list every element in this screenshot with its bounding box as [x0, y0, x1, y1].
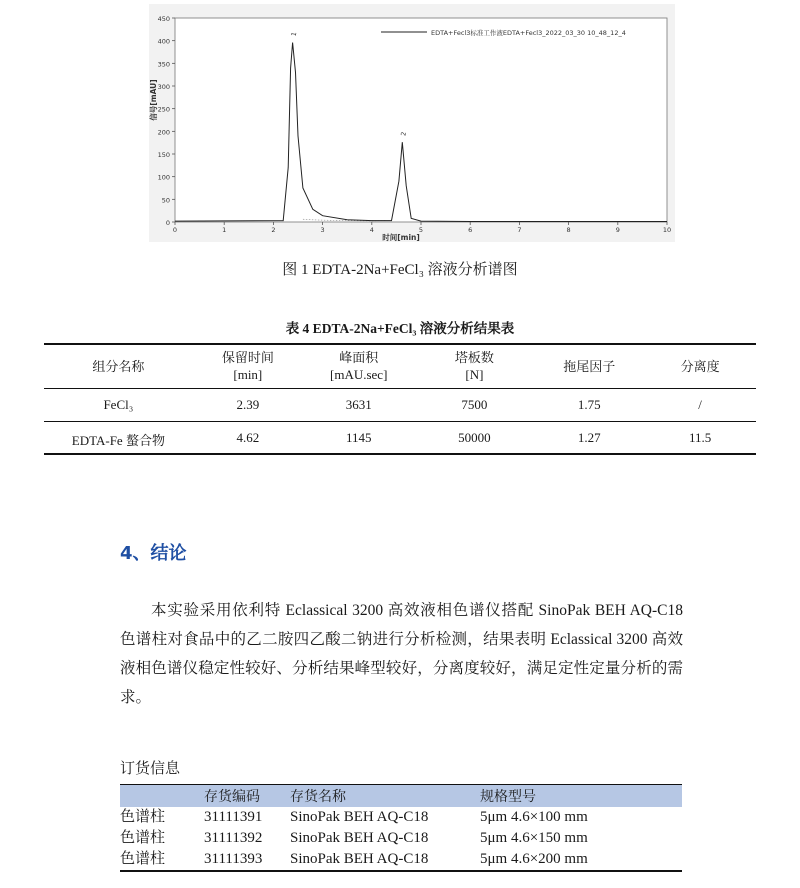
x-tick-label: 4 — [369, 226, 374, 234]
order-cell: 5μm 4.6×100 mm — [480, 809, 588, 825]
x-tick-label: 3 — [320, 226, 325, 234]
table-cell: 1145 — [345, 429, 372, 445]
table-row — [44, 388, 756, 421]
table-cell: 1.75 — [577, 396, 601, 412]
order-info-title: 订货信息 — [120, 761, 181, 777]
peak-label: 2 — [399, 131, 408, 137]
results-header-row — [44, 344, 756, 388]
order-row — [120, 849, 682, 871]
x-tick-label: 6 — [468, 226, 473, 234]
peak-label: 1 — [289, 31, 299, 37]
order-cell: 色谱柱 — [120, 830, 166, 846]
x-tick-label: 7 — [517, 226, 522, 234]
y-tick-label: 100 — [157, 173, 170, 182]
y-tick-label: 50 — [161, 196, 170, 205]
table-cell: / — [698, 396, 702, 412]
y-tick-label: 300 — [157, 83, 170, 91]
table-cell: 50000 — [458, 429, 491, 445]
x-tick-label: 10 — [662, 226, 672, 234]
y-tick-label: 200 — [157, 128, 170, 137]
order-cell: SinoPak BEH AQ-C18 — [290, 851, 429, 867]
header-cell: 组分名称 — [92, 358, 145, 374]
table-cell: 1.27 — [577, 429, 601, 445]
order-row — [120, 807, 682, 828]
table-caption: 表 4 EDTA-2Na+FeCl₃ 溶液分析结果表 — [285, 321, 515, 336]
order-header-cell: 存货编码 — [204, 790, 260, 805]
order-cell: 色谱柱 — [120, 809, 166, 825]
y-tick-label: 250 — [157, 105, 170, 114]
order-table — [120, 784, 682, 872]
table-cell: 3631 — [345, 396, 372, 412]
y-tick-label: 400 — [157, 37, 170, 46]
chromatogram-plot — [149, 4, 675, 242]
header-cell: 塔板数 [N] — [454, 350, 494, 383]
results-table — [44, 343, 756, 455]
x-tick-label: 0 — [172, 226, 178, 234]
order-cell: 5μm 4.6×200 mm — [480, 851, 588, 867]
chromatogram — [149, 4, 675, 242]
x-tick-label: 2 — [271, 226, 276, 234]
order-header-cell: 规格型号 — [480, 790, 536, 805]
table-cell: 4.62 — [236, 429, 260, 445]
conclusion-paragraph: 本实验采用依利特 Eclassical 3200 高效液相色谱仪搭配 SinoPak BEH AQ-C18 色谱柱对食品中的乙二胺四乙酸二钠进行分析检测，结果表明 Eclassical 3200 高效液相色谱仪稳定性较好、分析结果峰型较好，分离度较好，满足定性定量分析的需求。 — [120, 602, 683, 706]
order-cell: 5μm 4.6×150 mm — [480, 830, 588, 846]
x-tick-label: 8 — [566, 226, 571, 234]
y-tick-label: 450 — [157, 15, 170, 23]
table-row — [44, 421, 756, 454]
legend-label: EDTA+Fecl3标准工作液EDTA+Fecl3_2022_03_30 10_48_12_4 — [431, 29, 626, 37]
x-axis-label: 时间[min] — [382, 233, 420, 242]
order-cell: 31111392 — [204, 830, 263, 846]
order-cell: SinoPak BEH AQ-C18 — [290, 830, 429, 846]
header-cell: 保留时间 [min] — [221, 350, 274, 383]
x-tick-label: 5 — [418, 226, 424, 234]
table-cell: 11.5 — [688, 429, 712, 445]
y-axis-label: 信号[mAU] — [149, 79, 158, 121]
figure-caption: 图 1 EDTA-2Na+FeCl₃ 溶液分析谱图 — [282, 262, 518, 278]
plot-frame — [175, 18, 667, 222]
order-cell: 31111391 — [204, 809, 263, 825]
order-header-cell: 存货名称 — [290, 790, 346, 805]
order-cell: 31111393 — [204, 851, 263, 867]
order-header-cell — [120, 785, 204, 808]
table-cell: 7500 — [461, 396, 488, 412]
x-tick-label: 9 — [615, 226, 620, 234]
order-cell: 色谱柱 — [120, 851, 166, 867]
table-cell: FeCl₃ — [103, 396, 134, 412]
table-cell: 2.39 — [236, 396, 260, 412]
y-tick-label: 0 — [165, 219, 170, 227]
table-cell: EDTA-Fe 螯合物 — [71, 432, 165, 448]
y-tick-label: 350 — [157, 60, 170, 69]
y-tick-label: 150 — [157, 151, 170, 159]
header-cell: 拖尾因子 — [563, 358, 616, 374]
order-header-row — [120, 785, 682, 808]
header-cell: 分离度 — [680, 358, 720, 374]
order-row — [120, 828, 682, 849]
header-cell: 峰面积 [mAU.sec] — [330, 350, 388, 383]
section-heading: 4、结论 — [120, 543, 187, 564]
x-tick-label: 1 — [222, 226, 227, 234]
order-cell: SinoPak BEH AQ-C18 — [290, 809, 429, 825]
